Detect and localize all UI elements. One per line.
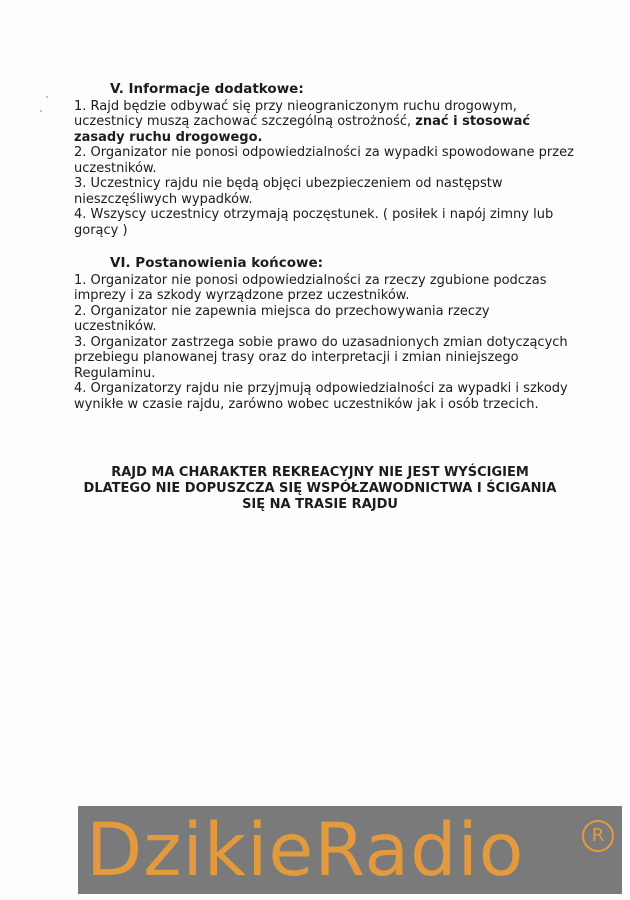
watermark-banner [78,806,622,894]
list-item: 4. Organizatorzy rajdu nie przyjmują odpowiedzialności za wypadki i szkody wynikłe w czasie rajdu, zarówno wobec uczestników jak i osób trzecich. [74,381,568,412]
closing-line: DLATEGO NIE DOPUSZCZA SIĘ WSPÓŁZAWODNICTWA I ŚCIGANIA [83,481,557,496]
registered-trademark-icon: R [582,820,614,852]
closing-line: SIĘ NA TRASIE RAJDU [242,497,398,512]
list-item: 3. Organizator zastrzega sobie prawo do uzasadnionych zmian dotyczących przebiegu planowanej trasy oraz do interpretacji i zmian niniejszego Regulaminu. [74,334,568,381]
document-body [74,82,574,412]
list-item: 1. Organizator nie ponosi odpowiedzialności za rzeczy zgubione podczas imprezy i za szkody wyrządzone przez uczestników. [74,272,547,303]
item-text-bold: znać i stosować zasady ruchu drogowego. [74,114,531,145]
scan-speck [46,96,48,98]
list-item: 2. Organizator nie ponosi odpowiedzialności za wypadki spowodowane przez uczestników. [74,145,574,176]
scan-speck [40,110,42,112]
list-item [74,99,574,146]
watermark-logo-text: DzikieRadio [86,808,525,893]
section-title: V. Informacje dodatkowe: [110,81,304,97]
list-item: 2. Organizator nie zapewnia miejsca do przechowywania rzeczy uczestników. [74,303,490,334]
section-title: VI. Postanowienia końcowe: [110,255,324,271]
section-additional-info [74,82,574,238]
list-item: 4. Wszyscy uczestnicy otrzymają poczęstunek. ( posiłek i napój zimny lub gorący ) [74,207,554,238]
closing-statement [70,465,570,513]
list-item: 3. Uczestnicy rajdu nie będą objęci ubezpieczeniem od następstw nieszczęśliwych wypadków. [74,176,503,207]
item-text: 1. Rajd będzie odbywać się przy nieograniczonym ruchu drogowym, uczestnicy muszą zachować szczególną ostrożność, [74,98,517,129]
closing-line: RAJD MA CHARAKTER REKREACYJNY NIE JEST WYŚCIGIEM [111,465,529,480]
section-final-provisions [74,256,574,412]
